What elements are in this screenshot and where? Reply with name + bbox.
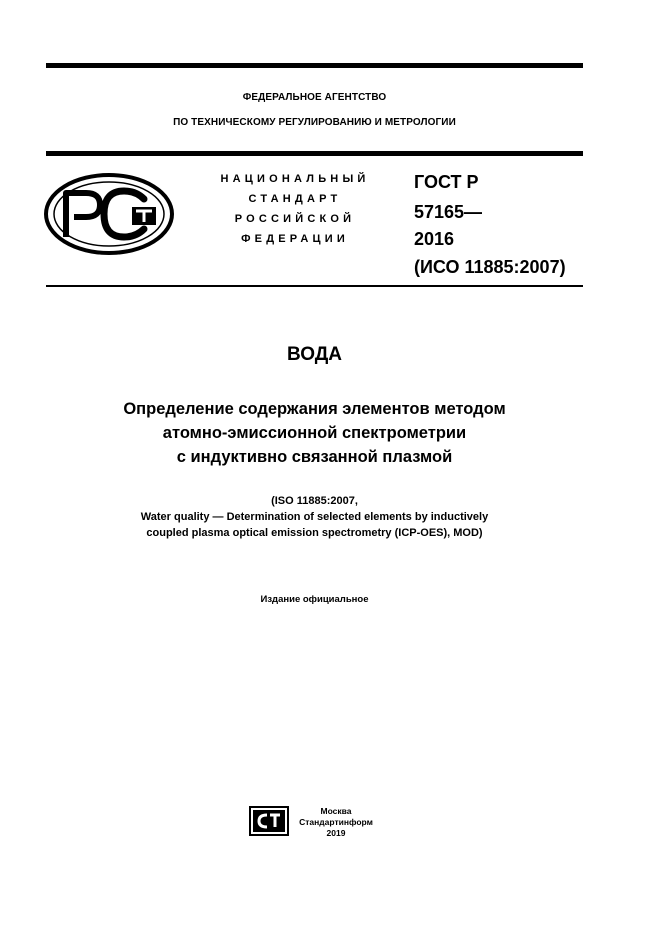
publisher-name: Стандартинформ bbox=[299, 817, 373, 827]
agency-name-line2: ПО ТЕХНИЧЕСКОМУ РЕГУЛИРОВАНИЮ И МЕТРОЛОГИИ bbox=[173, 117, 456, 128]
subtitle-line3: с индуктивно связанной плазмой bbox=[176, 448, 453, 466]
gost-code-line3: 2016 bbox=[414, 229, 455, 249]
gost-code-line4: (ИСО 11885:2007) bbox=[414, 257, 566, 277]
subtitle-line1: Определение содержания элементов методом bbox=[123, 400, 506, 418]
english-title-line2: Water quality — Determination of selected elements by inductively bbox=[140, 511, 489, 523]
english-title-line1: (ISO 11885:2007, bbox=[271, 495, 358, 507]
publisher-city: Москва bbox=[320, 806, 352, 816]
document-title: ВОДА bbox=[286, 344, 343, 365]
english-title-line3: coupled plasma optical emission spectrometry (ICP-OES), MOD) bbox=[146, 527, 483, 539]
standartinform-logo-icon bbox=[249, 806, 289, 836]
thin-rule bbox=[46, 285, 583, 287]
national-line1: НАЦИОНАЛЬНЫЙ bbox=[220, 173, 370, 185]
middle-rule bbox=[46, 151, 583, 156]
agency-name-line1: ФЕДЕРАЛЬНОЕ АГЕНТСТВО bbox=[242, 92, 387, 103]
subtitle-line2: атомно-эмиссионной спектрометрии bbox=[162, 424, 467, 442]
gost-code-line2: 57165— bbox=[414, 202, 483, 222]
national-line3: РОССИЙСКОЙ bbox=[234, 213, 356, 225]
rst-emblem-icon bbox=[44, 173, 174, 255]
national-line4: ФЕДЕРАЦИИ bbox=[241, 233, 349, 245]
edition-note: Издание официальное bbox=[260, 594, 369, 605]
publisher-year: 2019 bbox=[326, 828, 346, 838]
top-rule bbox=[46, 63, 583, 68]
national-line2: СТАНДАРТ bbox=[248, 193, 342, 205]
gost-code-line1: ГОСТ Р bbox=[414, 172, 479, 192]
